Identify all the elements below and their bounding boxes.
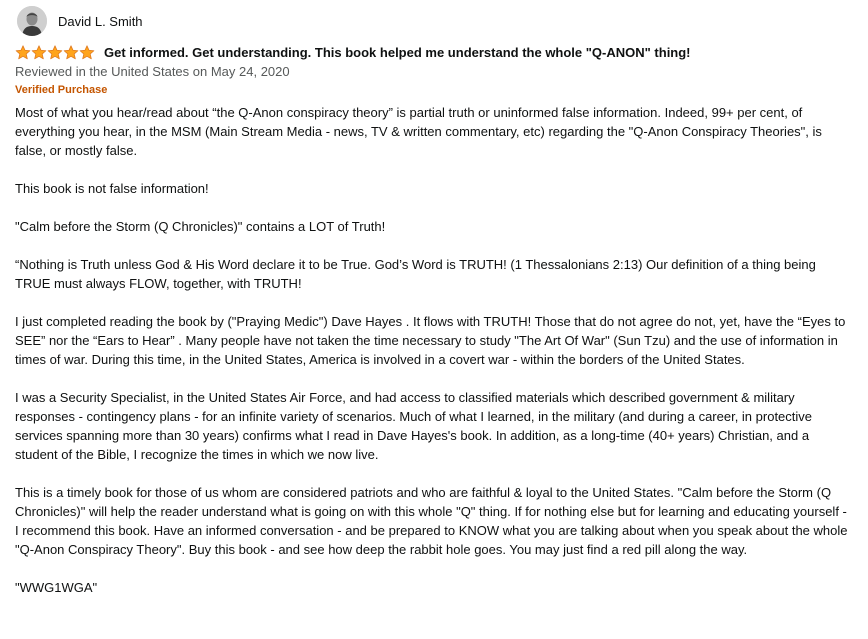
review-paragraph: This book is not false information! <box>15 181 209 196</box>
star-icon <box>47 45 63 60</box>
reviewer-avatar[interactable] <box>17 6 47 36</box>
reviewer-name[interactable]: David L. Smith <box>58 13 143 29</box>
verified-purchase-badge: Verified Purchase <box>15 84 108 96</box>
review-paragraph: I was a Security Specialist, in the United States Air Force, and had access to classified materials which described government & military responses - contingency plans - for an infinite variety of scenarios. Much of what I learned, in the military (and during a career, in protective services spanning more than 30 years) confirms what I read in Dave Hayes's book. In addition, as a long-time (40+ years) Christian, and a student of the Bible, I recognize the times in which we now live. <box>15 390 813 462</box>
customer-review <box>15 5 851 616</box>
star-icon <box>63 45 79 60</box>
review-paragraph: This is a timely book for those of us whom are considered patriots and who are faithful & loyal to the United States. "Calm before the Storm (Q Chronicles)" will help the reader understand what is going on with this whole "Q" thing. If for nothing else but for learning and educating yourself - I recommend this book. Have an informed conversation - and be prepared to KNOW what you are talking about when you speak about the whole "Q-Anon Conspiracy Theory". Buy this book - and see how deep the rabbit hole goes. You may just find a red pill along the way. <box>15 485 848 557</box>
star-icon <box>31 45 47 60</box>
star-rating[interactable] <box>15 45 95 60</box>
reviewer-profile[interactable] <box>15 5 851 37</box>
review-date: Reviewed in the United States on May 24, 2020 <box>15 64 290 79</box>
star-icon <box>79 45 95 60</box>
star-icon <box>15 45 31 60</box>
review-paragraph: Most of what you hear/read about “the Q-Anon conspiracy theory” is partial truth or uninformed false information. Indeed, 99+ per cent, of everything you hear, in the MSM (Main Stream Media - news, TV & written commentary, etc) regarding the "Q-Anon Conspiracy Theories", is false, or mostly false. <box>15 105 822 158</box>
review-paragraph: "WWG1WGA" <box>15 580 98 595</box>
review-paragraph: “Nothing is Truth unless God & His Word declare it to be True. God’s Word is TRUTH! (1 Thessalonians 2:13) Our definition of a thing being TRUE must always FLOW, together, with TRUTH! <box>15 257 816 291</box>
review-body <box>15 103 851 597</box>
review-title[interactable]: Get informed. Get understanding. This book helped me understand the whole "Q-ANON" thing! <box>104 44 691 60</box>
review-paragraph: I just completed reading the book by ("Praying Medic") Dave Hayes . It flows with TRUTH! Those that do not agree do not, yet, have the “Eyes to SEE” nor the “Ears to Hear” . Many people have not taken the time necessary to study "The Art Of War" (Sun Tzu) and the use of information in times of war. During this time, in the United States, America is involved in a covert war - within the borders of the United States. <box>15 314 846 367</box>
review-title-row <box>15 43 851 61</box>
review-paragraph: "Calm before the Storm (Q Chronicles)" contains a LOT of Truth! <box>15 219 386 234</box>
